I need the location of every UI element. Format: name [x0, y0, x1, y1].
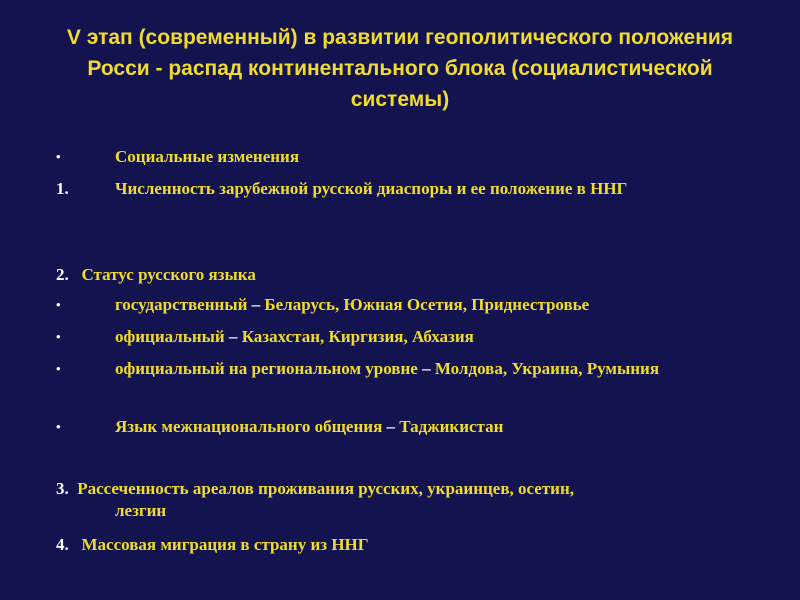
section-text: Массовая миграция в страну из ННГ: [81, 535, 369, 554]
dash-separator: –: [417, 359, 435, 378]
list-item-diaspora: [56, 178, 758, 200]
dash-separator: –: [247, 295, 265, 314]
list-number: 1.: [56, 179, 69, 198]
section-number: 3.: [56, 479, 69, 498]
status-countries: Молдова, Украина, Румыния: [434, 359, 660, 378]
status-label: официальный на региональном уровне: [115, 359, 418, 378]
list-item-language-status: [56, 326, 758, 348]
bullet-icon: •: [56, 329, 61, 344]
section-dispersion: [56, 478, 758, 522]
slide-title: V этап (современный) в развитии геополитического положения Росси - распад континентального блока (социалистической системы): [66, 26, 734, 111]
status-label: государственный: [115, 295, 248, 314]
list-item-language-status: [56, 416, 758, 438]
list-item-text: Численность зарубежной русской диаспоры и ее положение в ННГ: [115, 179, 628, 198]
status-label: Язык межнационального общения: [115, 417, 383, 436]
status-countries: Казахстан, Киргизия, Абхазия: [241, 327, 474, 346]
section-number: 2.: [56, 265, 69, 284]
section-migration: [56, 534, 369, 556]
status-countries: Беларусь, Южная Осетия, Приднестровье: [264, 295, 590, 314]
bullet-icon: •: [56, 149, 61, 164]
section-heading-language-status: [56, 264, 256, 286]
bullet-icon: •: [56, 297, 61, 312]
list-item-language-status: [56, 358, 758, 380]
dash-separator: –: [382, 417, 400, 436]
dash-separator: –: [224, 327, 242, 346]
list-item-social-changes: [56, 146, 758, 168]
list-item-language-status: [56, 294, 758, 316]
section-text-line1: Рассеченность ареалов проживания русских, украинцев, осетин,: [77, 479, 575, 498]
section-heading-text: Статус русского языка: [81, 265, 256, 284]
section-number: 4.: [56, 535, 69, 554]
bullet-icon: •: [56, 419, 61, 434]
section-text-line2: лезгин: [115, 501, 167, 520]
status-countries: Таджикистан: [399, 417, 504, 436]
list-item-text: Социальные изменения: [115, 147, 300, 166]
bullet-icon: •: [56, 361, 61, 376]
status-label: официальный: [115, 327, 225, 346]
